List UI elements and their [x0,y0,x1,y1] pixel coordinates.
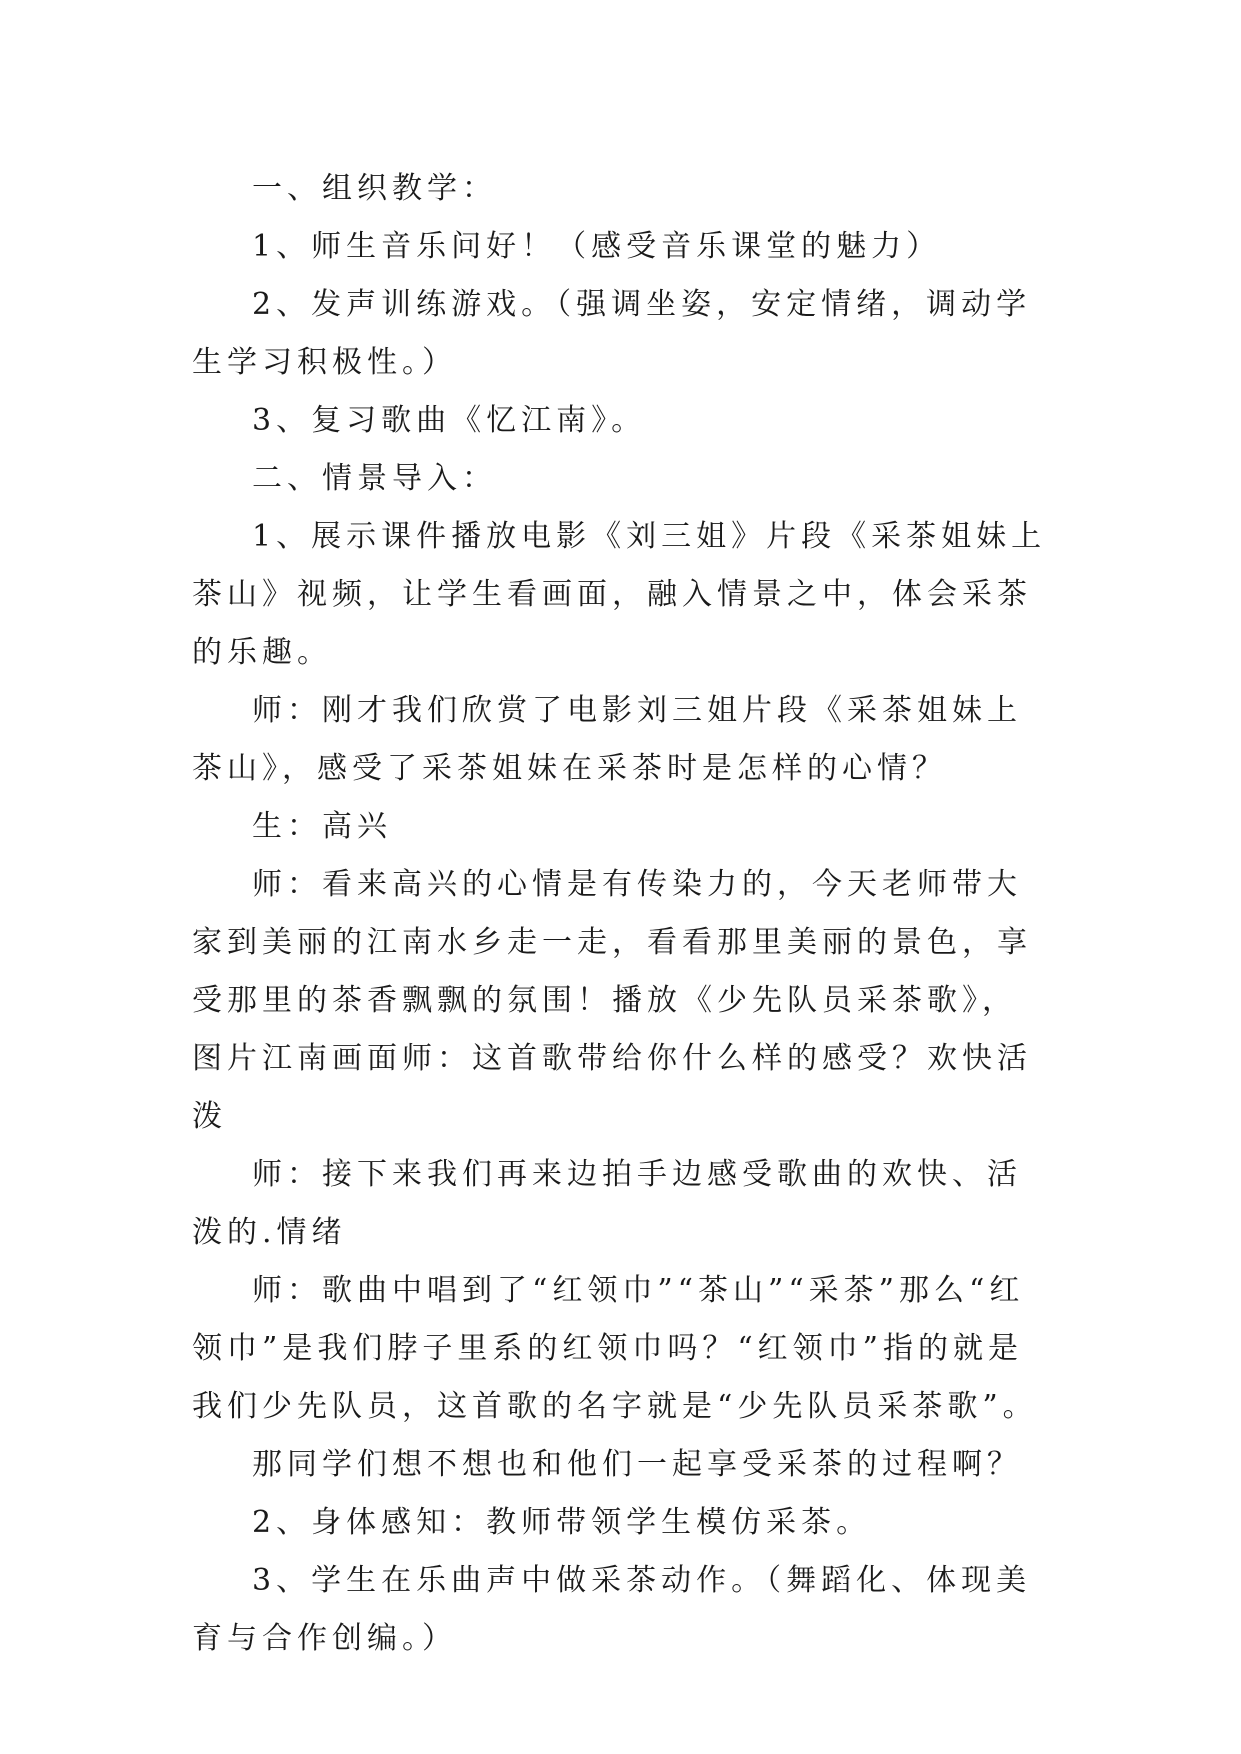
paragraph-teacher-clap: 师：接下来我们再来边拍手边感受歌曲的欢快、活泼的.情绪 [192,1157,1022,1250]
paragraph-dance-actions: 3、学生在乐曲声中做采茶动作。（舞蹈化、体现美育与合作创编。） [192,1563,1032,1656]
paragraph-greeting: 1、师生音乐问好！（感受音乐课堂的魅力） [252,229,942,264]
paragraph-teacher-red-scarf: 师：歌曲中唱到了“红领巾”“茶山”“采茶”那么“红领巾”是我们脖子里系的红领巾吗？“红领巾”指的就是我们少先队员，这首歌的名字就是“少先队员采茶歌”。 [192,1273,1038,1424]
paragraph-review-song: 3、复习歌曲《忆江南》。 [252,403,647,438]
paragraph-teacher-question: 师：刚才我们欣赏了电影刘三姐片段《采茶姐妹上茶山》，感受了采茶姐妹在采茶时是怎样的心情？ [192,693,1022,786]
paragraph-body-perception: 2、身体感知：教师带领学生模仿采茶。 [252,1505,872,1540]
paragraph-student-answer: 生：高兴 [252,809,392,844]
paragraph-voice-game: 2、发声训练游戏。（强调坐姿，安定情绪，调动学生学习积极性。） [192,287,1032,380]
paragraph-teacher-jiangnan: 师：看来高兴的心情是有传染力的，今天老师带大家到美丽的江南水乡走一走，看看那里美丽的景色，享受那里的茶香飘飘的氛围！播放《少先队员采茶歌》，图片江南画面师：这首歌带给你什么样的感受？欢快活泼 [192,867,1032,1134]
section-heading-organize: 一、组织教学： [252,171,497,206]
paragraph-show-video: 1、展示课件播放电影《刘三姐》片段《采茶姐妹上茶山》视频，让学生看画面，融入情景之中，体会采茶的乐趣。 [192,519,1047,670]
document-body [192,160,1049,1668]
paragraph-invite-students: 那同学们想不想也和他们一起享受采茶的过程啊？ [252,1447,1022,1482]
section-heading-scene-intro: 二、情景导入： [252,461,497,496]
